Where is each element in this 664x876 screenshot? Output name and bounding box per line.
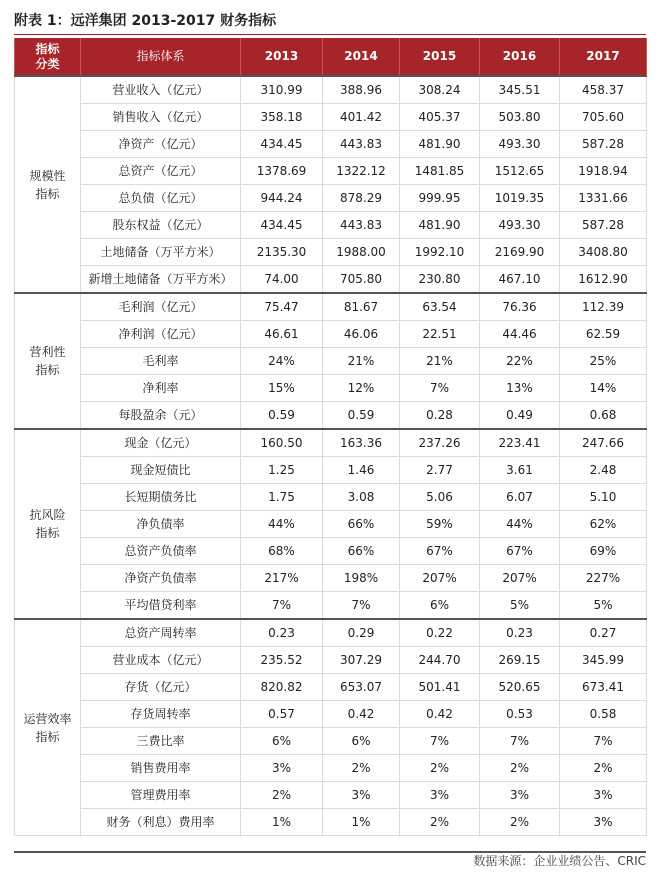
table-row [15, 511, 647, 538]
value-cell-2017: 458.37 [560, 76, 647, 104]
table-row [15, 348, 647, 375]
indicator-label: 净利率 [81, 375, 241, 402]
value-cell-2017: 112.39 [560, 293, 647, 321]
value-cell-2017: 69% [560, 538, 647, 565]
indicator-label: 销售收入（亿元） [81, 104, 241, 131]
value-cell-2013: 944.24 [241, 185, 323, 212]
value-cell-2017: 5.10 [560, 484, 647, 511]
value-cell-2014: 0.29 [323, 619, 400, 647]
value-cell-2015: 237.26 [400, 429, 480, 457]
value-cell-2016: 493.30 [480, 212, 560, 239]
table-row [15, 76, 647, 104]
value-cell-2014: 81.67 [323, 293, 400, 321]
indicator-label: 总资产周转率 [81, 619, 241, 647]
value-cell-2016: 1512.65 [480, 158, 560, 185]
value-cell-2016: 207% [480, 565, 560, 592]
value-cell-2014: 21% [323, 348, 400, 375]
header-category [15, 38, 81, 76]
header-year-2016: 2016 [480, 38, 560, 76]
value-cell-2013: 15% [241, 375, 323, 402]
value-cell-2015: 2% [400, 755, 480, 782]
value-cell-2014: 401.42 [323, 104, 400, 131]
table-row [15, 647, 647, 674]
value-cell-2017: 587.28 [560, 212, 647, 239]
category-cell [15, 76, 81, 293]
value-cell-2014: 66% [323, 538, 400, 565]
value-cell-2015: 2.77 [400, 457, 480, 484]
table-row [15, 538, 647, 565]
value-cell-2016: 5% [480, 592, 560, 620]
value-cell-2013: 1% [241, 809, 323, 836]
value-cell-2016: 3.61 [480, 457, 560, 484]
indicator-label: 净负债率 [81, 511, 241, 538]
indicator-label: 总负债（亿元） [81, 185, 241, 212]
value-cell-2017: 14% [560, 375, 647, 402]
table-row [15, 131, 647, 158]
value-cell-2014: 66% [323, 511, 400, 538]
value-cell-2015: 22.51 [400, 321, 480, 348]
value-cell-2017: 227% [560, 565, 647, 592]
indicator-label: 股东权益（亿元） [81, 212, 241, 239]
value-cell-2016: 13% [480, 375, 560, 402]
header-indicator-system: 指标体系 [81, 38, 241, 76]
value-cell-2014: 6% [323, 728, 400, 755]
value-cell-2015: 7% [400, 375, 480, 402]
table-row [15, 402, 647, 430]
value-cell-2015: 501.41 [400, 674, 480, 701]
value-cell-2017: 5% [560, 592, 647, 620]
table-row [15, 266, 647, 294]
category-cell [15, 293, 81, 429]
value-cell-2015: 5.06 [400, 484, 480, 511]
header-year-2015: 2015 [400, 38, 480, 76]
indicator-label: 毛利润（亿元） [81, 293, 241, 321]
table-row [15, 755, 647, 782]
value-cell-2013: 1.25 [241, 457, 323, 484]
table-row [15, 457, 647, 484]
value-cell-2013: 434.45 [241, 131, 323, 158]
table-row [15, 674, 647, 701]
value-cell-2014: 443.83 [323, 212, 400, 239]
value-cell-2013: 2135.30 [241, 239, 323, 266]
indicator-label: 销售费用率 [81, 755, 241, 782]
value-cell-2014: 1322.12 [323, 158, 400, 185]
value-cell-2013: 0.57 [241, 701, 323, 728]
table-row [15, 104, 647, 131]
value-cell-2013: 6% [241, 728, 323, 755]
value-cell-2015: 3% [400, 782, 480, 809]
value-cell-2015: 999.95 [400, 185, 480, 212]
indicator-label: 三费比率 [81, 728, 241, 755]
value-cell-2017: 62.59 [560, 321, 647, 348]
table-body [15, 76, 647, 836]
value-cell-2016: 503.80 [480, 104, 560, 131]
table-row [15, 619, 647, 647]
value-cell-2016: 22% [480, 348, 560, 375]
table-row [15, 321, 647, 348]
value-cell-2016: 44.46 [480, 321, 560, 348]
category-label-line: 规模性 [29, 168, 66, 183]
value-cell-2016: 7% [480, 728, 560, 755]
value-cell-2017: 1331.66 [560, 185, 647, 212]
value-cell-2013: 434.45 [241, 212, 323, 239]
value-cell-2014: 1% [323, 809, 400, 836]
value-cell-2014: 307.29 [323, 647, 400, 674]
indicator-label: 平均借贷利率 [81, 592, 241, 620]
category-label-line: 运营效率 [23, 711, 72, 726]
table-row [15, 565, 647, 592]
indicator-label: 新增土地储备（万平方米） [81, 266, 241, 294]
value-cell-2017: 25% [560, 348, 647, 375]
value-cell-2014: 12% [323, 375, 400, 402]
value-cell-2015: 1481.85 [400, 158, 480, 185]
value-cell-2013: 7% [241, 592, 323, 620]
table-row [15, 185, 647, 212]
value-cell-2015: 244.70 [400, 647, 480, 674]
value-cell-2013: 2% [241, 782, 323, 809]
value-cell-2014: 1988.00 [323, 239, 400, 266]
value-cell-2013: 160.50 [241, 429, 323, 457]
value-cell-2017: 3% [560, 809, 647, 836]
table-row [15, 782, 647, 809]
category-label-line: 指标 [35, 186, 60, 201]
header-year-2013: 2013 [241, 38, 323, 76]
value-cell-2014: 0.59 [323, 402, 400, 430]
value-cell-2013: 217% [241, 565, 323, 592]
value-cell-2015: 67% [400, 538, 480, 565]
value-cell-2013: 3% [241, 755, 323, 782]
table-row [15, 293, 647, 321]
value-cell-2014: 653.07 [323, 674, 400, 701]
value-cell-2013: 74.00 [241, 266, 323, 294]
value-cell-2015: 405.37 [400, 104, 480, 131]
value-cell-2013: 0.23 [241, 619, 323, 647]
value-cell-2017: 0.68 [560, 402, 647, 430]
value-cell-2016: 0.23 [480, 619, 560, 647]
value-cell-2016: 67% [480, 538, 560, 565]
value-cell-2015: 59% [400, 511, 480, 538]
table-row [15, 484, 647, 511]
value-cell-2014: 878.29 [323, 185, 400, 212]
indicator-label: 毛利率 [81, 348, 241, 375]
table-caption: 附表 1：远洋集团 2013-2017 财务指标 [14, 13, 277, 29]
value-cell-2016: 493.30 [480, 131, 560, 158]
value-cell-2016: 0.49 [480, 402, 560, 430]
value-cell-2016: 345.51 [480, 76, 560, 104]
indicator-label: 净资产负债率 [81, 565, 241, 592]
value-cell-2015: 63.54 [400, 293, 480, 321]
value-cell-2013: 44% [241, 511, 323, 538]
value-cell-2016: 520.65 [480, 674, 560, 701]
category-cell [15, 619, 81, 836]
value-cell-2015: 207% [400, 565, 480, 592]
indicator-label: 土地储备（万平方米） [81, 239, 241, 266]
value-cell-2017: 0.58 [560, 701, 647, 728]
value-cell-2016: 6.07 [480, 484, 560, 511]
header-year-2017: 2017 [560, 38, 647, 76]
indicator-label: 净利润（亿元） [81, 321, 241, 348]
value-cell-2017: 345.99 [560, 647, 647, 674]
table-row [15, 375, 647, 402]
value-cell-2013: 310.99 [241, 76, 323, 104]
value-cell-2016: 3% [480, 782, 560, 809]
indicator-label: 存货周转率 [81, 701, 241, 728]
value-cell-2015: 0.22 [400, 619, 480, 647]
data-source-note: 数据来源：企业业绩公告、CRIC [473, 854, 646, 868]
value-cell-2017: 1918.94 [560, 158, 647, 185]
table-row [15, 158, 647, 185]
value-cell-2016: 467.10 [480, 266, 560, 294]
value-cell-2017: 3% [560, 782, 647, 809]
value-cell-2017: 7% [560, 728, 647, 755]
category-label-line: 指标 [35, 729, 60, 744]
value-cell-2015: 1992.10 [400, 239, 480, 266]
value-cell-2013: 75.47 [241, 293, 323, 321]
value-cell-2017: 2% [560, 755, 647, 782]
value-cell-2014: 1.46 [323, 457, 400, 484]
caption-divider [14, 34, 646, 35]
table-row [15, 212, 647, 239]
header-category-line: 分类 [35, 56, 60, 71]
table-row [15, 809, 647, 836]
value-cell-2016: 2% [480, 755, 560, 782]
value-cell-2013: 68% [241, 538, 323, 565]
indicator-label: 营业收入（亿元） [81, 76, 241, 104]
value-cell-2013: 1378.69 [241, 158, 323, 185]
value-cell-2016: 76.36 [480, 293, 560, 321]
indicator-label: 存货（亿元） [81, 674, 241, 701]
category-label-line: 营利性 [29, 345, 66, 359]
value-cell-2017: 247.66 [560, 429, 647, 457]
table-row [15, 429, 647, 457]
value-cell-2014: 2% [323, 755, 400, 782]
value-cell-2015: 0.42 [400, 701, 480, 728]
value-cell-2016: 223.41 [480, 429, 560, 457]
value-cell-2014: 443.83 [323, 131, 400, 158]
value-cell-2017: 3408.80 [560, 239, 647, 266]
value-cell-2015: 21% [400, 348, 480, 375]
indicator-label: 现金（亿元） [81, 429, 241, 457]
value-cell-2016: 2% [480, 809, 560, 836]
value-cell-2013: 1.75 [241, 484, 323, 511]
category-label-line: 抗风险 [29, 508, 66, 522]
indicator-label: 管理费用率 [81, 782, 241, 809]
value-cell-2013: 24% [241, 348, 323, 375]
indicator-label: 长短期债务比 [81, 484, 241, 511]
value-cell-2014: 705.80 [323, 266, 400, 294]
value-cell-2016: 44% [480, 511, 560, 538]
value-cell-2016: 269.15 [480, 647, 560, 674]
table-row [15, 701, 647, 728]
value-cell-2014: 3% [323, 782, 400, 809]
value-cell-2017: 705.60 [560, 104, 647, 131]
value-cell-2013: 820.82 [241, 674, 323, 701]
value-cell-2017: 2.48 [560, 457, 647, 484]
value-cell-2015: 7% [400, 728, 480, 755]
header-category-line: 指标 [35, 41, 60, 56]
value-cell-2013: 0.59 [241, 402, 323, 430]
value-cell-2014: 46.06 [323, 321, 400, 348]
value-cell-2016: 2169.90 [480, 239, 560, 266]
table-row [15, 728, 647, 755]
value-cell-2016: 0.53 [480, 701, 560, 728]
value-cell-2015: 0.28 [400, 402, 480, 430]
table-row [15, 239, 647, 266]
value-cell-2014: 163.36 [323, 429, 400, 457]
value-cell-2014: 388.96 [323, 76, 400, 104]
value-cell-2015: 308.24 [400, 76, 480, 104]
value-cell-2017: 673.41 [560, 674, 647, 701]
category-cell [15, 429, 81, 619]
category-label-line: 指标 [35, 363, 60, 377]
indicator-label: 现金短债比 [81, 457, 241, 484]
value-cell-2014: 3.08 [323, 484, 400, 511]
value-cell-2014: 198% [323, 565, 400, 592]
value-cell-2013: 46.61 [241, 321, 323, 348]
indicator-label: 营业成本（亿元） [81, 647, 241, 674]
value-cell-2014: 0.42 [323, 701, 400, 728]
indicator-label: 净资产（亿元） [81, 131, 241, 158]
value-cell-2014: 7% [323, 592, 400, 620]
value-cell-2015: 481.90 [400, 131, 480, 158]
category-label-line: 指标 [35, 526, 60, 540]
indicator-label: 每股盈余（元） [81, 402, 241, 430]
value-cell-2017: 0.27 [560, 619, 647, 647]
table-header-row [15, 38, 647, 76]
value-cell-2017: 587.28 [560, 131, 647, 158]
financial-indicators-table [14, 38, 647, 836]
value-cell-2015: 6% [400, 592, 480, 620]
value-cell-2017: 62% [560, 511, 647, 538]
header-year-2014: 2014 [323, 38, 400, 76]
indicator-label: 总资产（亿元） [81, 158, 241, 185]
indicator-label: 财务（利息）费用率 [81, 809, 241, 836]
indicator-label: 总资产负债率 [81, 538, 241, 565]
table-row [15, 592, 647, 620]
value-cell-2016: 1019.35 [480, 185, 560, 212]
value-cell-2015: 481.90 [400, 212, 480, 239]
value-cell-2015: 2% [400, 809, 480, 836]
value-cell-2013: 235.52 [241, 647, 323, 674]
value-cell-2013: 358.18 [241, 104, 323, 131]
value-cell-2017: 1612.90 [560, 266, 647, 294]
value-cell-2015: 230.80 [400, 266, 480, 294]
